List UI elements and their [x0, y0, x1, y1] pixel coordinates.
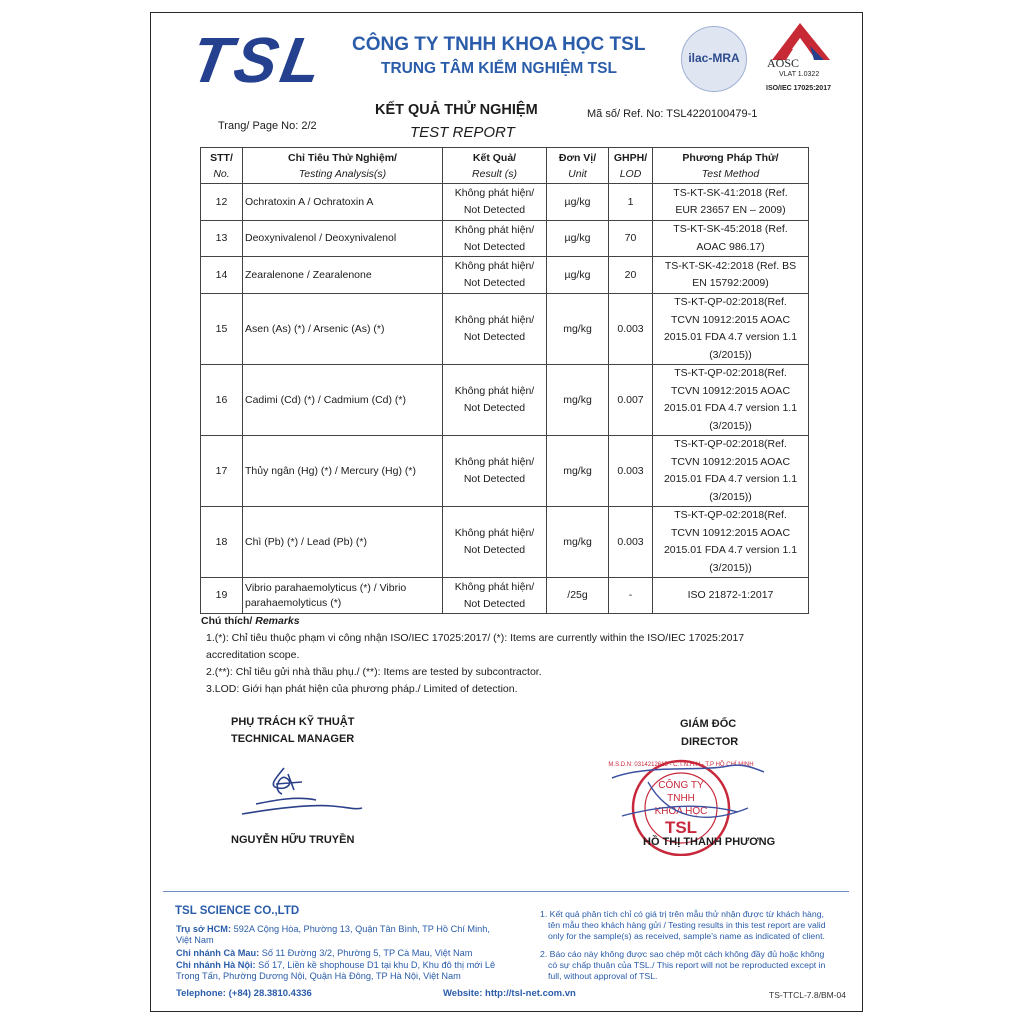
cell-unit: mg/kg — [547, 365, 609, 436]
tsl-logo: TSL — [185, 24, 332, 96]
seal-line-4: TSL — [664, 818, 698, 837]
footer-address-line: Trụ sở HCM: 592A Cộng Hòa, Phường 13, Quận Tân Bình, TP Hồ Chí Minh, — [176, 924, 490, 934]
director-name: HỒ THỊ THANH PHƯƠNG — [643, 836, 776, 848]
table-row — [201, 507, 809, 578]
director-title-en: DIRECTOR — [681, 736, 739, 748]
footer-address-line: Chi nhánh Hà Nội: Số 17, Liền kề shophouse D1 tại khu D, Khu đô thị mới Lê — [176, 960, 496, 970]
cell-method: TS-KT-QP-02:2018(Ref. TCVN 10912:2015 AOAC 2015.01 FDA 4.7 version 1.1 (3/2015)) — [653, 294, 809, 365]
header-method: Phương Pháp Thử/ Test Method — [653, 148, 809, 184]
cell-lod: 1 — [609, 184, 653, 221]
cell-no: 18 — [201, 507, 243, 578]
footer-website-link[interactable]: Website: http://tsl-net.com.vn — [443, 988, 576, 999]
cell-analysis: Thủy ngân (Hg) (*) / Mercury (Hg) (*) — [243, 436, 443, 507]
cell-method: TS-KT-QP-02:2018(Ref. TCVN 10912:2015 AOAC 2015.01 FDA 4.7 version 1.1 (3/2015)) — [653, 507, 809, 578]
seal-ring-text: M.S.D.N: 0314212615 - C.T.N.H.H - T.P HỒ CHÍ MINH — [608, 762, 754, 768]
cell-lod: - — [609, 578, 653, 614]
cell-result: Không phát hiện/ Not Detected — [443, 294, 547, 365]
cell-lod: 0.003 — [609, 294, 653, 365]
remarks-heading: Chú thích/ Remarks — [201, 615, 300, 627]
footer-telephone: Telephone: (+84) 28.3810.4336 — [176, 988, 312, 999]
aosc-code: VLAT 1.0322 — [779, 71, 820, 78]
cell-analysis: Vibrio parahaemolyticus (*) / Vibrio parahaemolyticus (*) — [243, 578, 443, 614]
cell-lod: 0.003 — [609, 436, 653, 507]
cell-result: Không phát hiện/ Not Detected — [443, 365, 547, 436]
cell-method: TS-KT-QP-02:2018(Ref. TCVN 10912:2015 AOAC 2015.01 FDA 4.7 version 1.1 (3/2015)) — [653, 436, 809, 507]
remarks-section — [201, 613, 744, 698]
table-row — [201, 257, 809, 294]
cell-lod: 20 — [609, 257, 653, 294]
cell-method: ISO 21872-1:2017 — [653, 578, 809, 614]
cell-analysis: Deoxynivalenol / Deoxynivalenol — [243, 221, 443, 257]
cell-result: Không phát hiện/ Not Detected — [443, 578, 547, 614]
technical-manager-title-vi: PHỤ TRÁCH KỸ THUẬT — [231, 716, 355, 728]
ilac-mra-logo — [681, 26, 747, 92]
cell-result: Không phát hiện/ Not Detected — [443, 221, 547, 257]
cell-lod: 0.003 — [609, 507, 653, 578]
footer-note-line: full, without approval of TSL. — [548, 971, 658, 981]
footer-note-line: 1. Kết quả phân tích chỉ có giá trị trên mẫu thử nhận được từ khách hàng, — [540, 909, 824, 919]
report-title-en: TEST REPORT — [410, 124, 515, 141]
page-number: Trang/ Page No: 2/2 — [218, 120, 317, 132]
technical-manager-signature — [236, 760, 366, 820]
cell-unit: /25g — [547, 578, 609, 614]
footer-address-line: Trọng Tấn, Phường Dương Nội, Quận Hà Đông, TP Hà Nội, Việt Nam — [176, 971, 461, 981]
cell-result: Không phát hiện/ Not Detected — [443, 507, 547, 578]
technical-manager-title-en: TECHNICAL MANAGER — [231, 733, 355, 745]
footer-address-line: Việt Nam — [176, 935, 214, 945]
footer-note-line: 2. Báo cáo này không được sao chép một cách không đầy đủ hoặc không — [540, 949, 825, 959]
table-row — [201, 184, 809, 221]
technical-manager-name: NGUYỄN HỮU TRUYỀN — [231, 834, 355, 846]
footer-company-name: TSL SCIENCE CO.,LTD — [175, 905, 300, 917]
table-row — [201, 365, 809, 436]
cell-result: Không phát hiện/ Not Detected — [443, 257, 547, 294]
cell-no: 15 — [201, 294, 243, 365]
cell-method: TS-KT-SK-41:2018 (Ref. EUR 23657 EN – 2009) — [653, 184, 809, 221]
cell-no: 17 — [201, 436, 243, 507]
cell-no: 13 — [201, 221, 243, 257]
results-table — [200, 147, 809, 614]
remark-item: 1.(*): Chỉ tiêu thuộc phạm vi công nhận ISO/IEC 17025:2017/ (*): Items are currently within the ISO/IEC 17025:2017 — [206, 632, 745, 644]
director-title-vi: GIÁM ĐỐC — [680, 718, 737, 730]
cell-method: TS-KT-QP-02:2018(Ref. TCVN 10912:2015 AOAC 2015.01 FDA 4.7 version 1.1 (3/2015)) — [653, 365, 809, 436]
footer-note-line: only for the sample(s) as received, sample's name as indicated of client. — [548, 931, 825, 941]
remark-item: 2.(**): Chỉ tiêu gửi nhà thầu phụ./ (**): Items are tested by subcontractor. — [206, 666, 542, 678]
cell-unit: µg/kg — [547, 221, 609, 257]
cell-analysis: Asen (As) (*) / Arsenic (As) (*) — [243, 294, 443, 365]
cell-no: 19 — [201, 578, 243, 614]
table-row — [201, 294, 809, 365]
remark-item: accreditation scope. — [206, 649, 300, 661]
table-header-row — [201, 148, 809, 184]
seal-line-2: TNHH — [667, 793, 695, 804]
footer-divider — [163, 891, 849, 892]
header-result: Kết Quả/ Result (s) — [443, 148, 547, 184]
cell-no: 14 — [201, 257, 243, 294]
table-row — [201, 578, 809, 614]
center-name: TRUNG TÂM KIỂM NGHIỆM TSL — [381, 60, 617, 77]
form-code: TS-TTCL-7.8/BM-04 — [769, 990, 846, 1000]
footer-note-line: có sự chấp thuận của TSL./ This report will not be reproducted except in — [548, 960, 826, 970]
cell-method: TS-KT-SK-45:2018 (Ref. AOAC 986.17) — [653, 221, 809, 257]
cell-method: TS-KT-SK-42:2018 (Ref. BS EN 15792:2009) — [653, 257, 809, 294]
cell-analysis: Cadimi (Cd) (*) / Cadmium (Cd) (*) — [243, 365, 443, 436]
cell-unit: µg/kg — [547, 257, 609, 294]
footer-note-line: tên mẫu theo khách hàng gửi / Testing results in this test report are valid — [548, 920, 826, 930]
table-row — [201, 436, 809, 507]
cell-analysis: Chì (Pb) (*) / Lead (Pb) (*) — [243, 507, 443, 578]
company-name: CÔNG TY TNHH KHOA HỌC TSL — [352, 34, 646, 55]
cell-unit: mg/kg — [547, 294, 609, 365]
header-unit: Đơn Vị/ Unit — [547, 148, 609, 184]
cell-result: Không phát hiện/ Not Detected — [443, 436, 547, 507]
cell-lod: 0.007 — [609, 365, 653, 436]
remark-item: 3.LOD: Giới hạn phát hiện của phương pháp./ Limited of detection. — [206, 683, 518, 695]
cell-unit: mg/kg — [547, 436, 609, 507]
seal-line-1: CÔNG TY — [658, 780, 704, 791]
cell-analysis: Zearalenone / Zearalenone — [243, 257, 443, 294]
cell-no: 12 — [201, 184, 243, 221]
cell-unit: mg/kg — [547, 507, 609, 578]
table-row — [201, 221, 809, 257]
ilac-label: ilac-MRA — [688, 51, 740, 65]
header-no: STT/ No. — [201, 148, 243, 184]
cell-lod: 70 — [609, 221, 653, 257]
cell-result: Không phát hiện/ Not Detected — [443, 184, 547, 221]
aosc-label: AOSC — [767, 56, 800, 70]
header-analysis: Chỉ Tiêu Thử Nghiệm/ Testing Analysis(s) — [243, 148, 443, 184]
report-title-vi: KẾT QUẢ THỬ NGHIỆM — [375, 102, 538, 118]
cell-unit: µg/kg — [547, 184, 609, 221]
header-lod: GHPH/ LOD — [609, 148, 653, 184]
reference-number: Mã số/ Ref. No: TSL4220100479-1 — [587, 108, 758, 120]
footer-address-line: Chi nhánh Cà Mau: Số 11 Đường 3/2, Phường 5, TP Cà Mau, Việt Nam — [176, 948, 473, 958]
cell-analysis: Ochratoxin A / Ochratoxin A — [243, 184, 443, 221]
cell-no: 16 — [201, 365, 243, 436]
seal-line-3: KHOA HỌC — [654, 806, 708, 817]
iso-standard: ISO/IEC 17025:2017 — [766, 85, 831, 92]
